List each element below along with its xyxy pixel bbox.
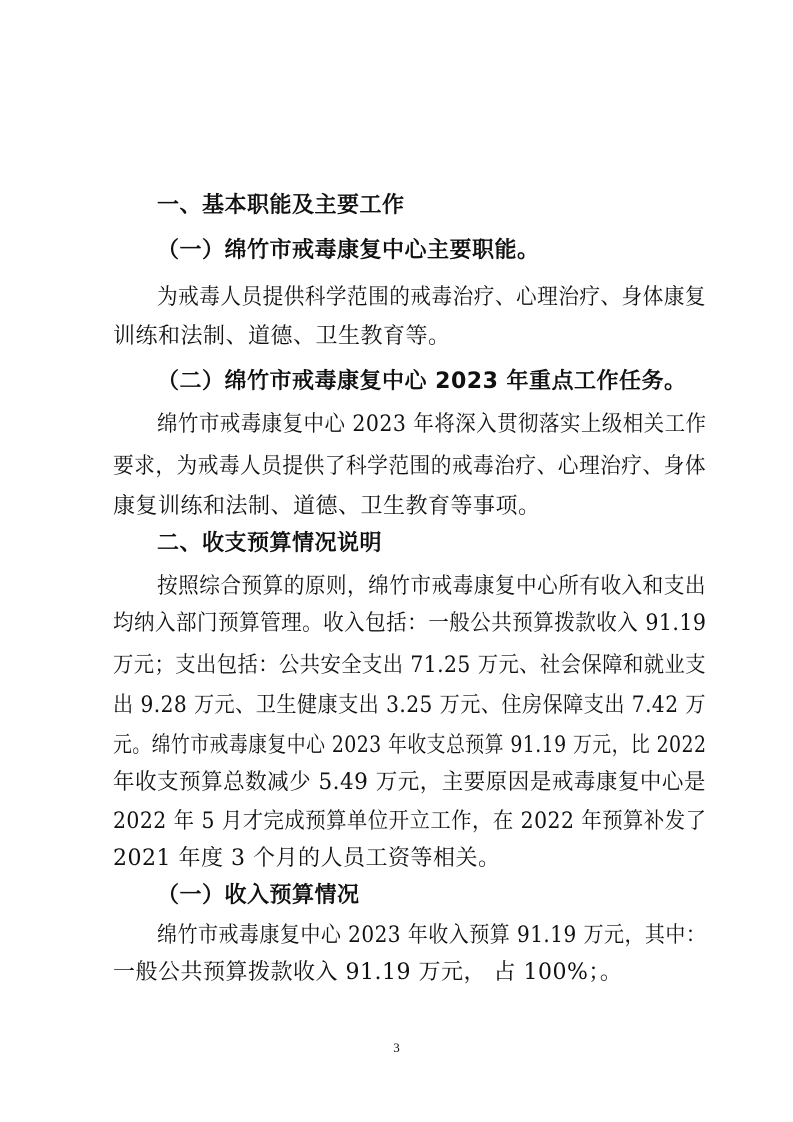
paragraph-line: 训练和法制、道德、卫生教育等。: [113, 324, 451, 349]
paragraph-line: 年收支预算总数减少 5.49 万元，主要原因是戒毒康复中心是: [113, 770, 706, 795]
paragraph-line: 一般公共预算拨款收入 91.19 万元， 占 100%；。: [113, 960, 623, 985]
paragraph-line: 按照综合预算的原则，绵竹市戒毒康复中心所有收入和支出: [157, 574, 707, 599]
paragraph-line: 为戒毒人员提供科学范围的戒毒治疗、心理治疗、身体康复: [157, 285, 707, 310]
paragraph-line: 2022 年 5 月才完成预算单位开立工作，在 2022 年预算补发了: [113, 809, 707, 834]
paragraph-line: 均纳入部门预算管理。收入包括：一般公共预算拨款收入 91.19: [113, 611, 707, 636]
paragraph-line: 万元；支出包括：公共安全支出 71.25 万元、社会保障和就业支: [113, 653, 706, 678]
subsection-title-1-2: （二）绵竹市戒毒康复中心 2023 年重点工作任务。: [157, 369, 687, 394]
subsection-title-1-1: （一）绵竹市戒毒康复中心主要职能。: [157, 238, 540, 263]
paragraph-line: 出 9.28 万元、卫生健康支出 3.25 万元、住房保障支出 7.42 万: [113, 693, 706, 718]
section-heading-1: 一、基本职能及主要工作: [157, 193, 405, 218]
paragraph-line: 2021 年度 3 个月的人员工资等相关。: [113, 846, 501, 871]
paragraph-line: 要求，为戒毒人员提供了科学范围的戒毒治疗、心理治疗、身体: [113, 454, 707, 479]
paragraph-line: 元。绵竹市戒毒康复中心 2023 年收支总预算 91.19 万元，比 2022: [113, 733, 707, 758]
section-heading-2: 二、收支预算情况说明: [157, 531, 383, 556]
page-number: 3: [393, 1040, 400, 1055]
paragraph-line: 康复训练和法制、道德、卫生教育等事项。: [113, 494, 541, 519]
paragraph-line: 绵竹市戒毒康复中心 2023 年将深入贯彻落实上级相关工作: [157, 412, 707, 437]
subsection-title-2-1: （一）收入预算情况: [157, 883, 360, 908]
paragraph-line: 绵竹市戒毒康复中心 2023 年收入预算 91.19 万元，其中：: [157, 923, 707, 948]
